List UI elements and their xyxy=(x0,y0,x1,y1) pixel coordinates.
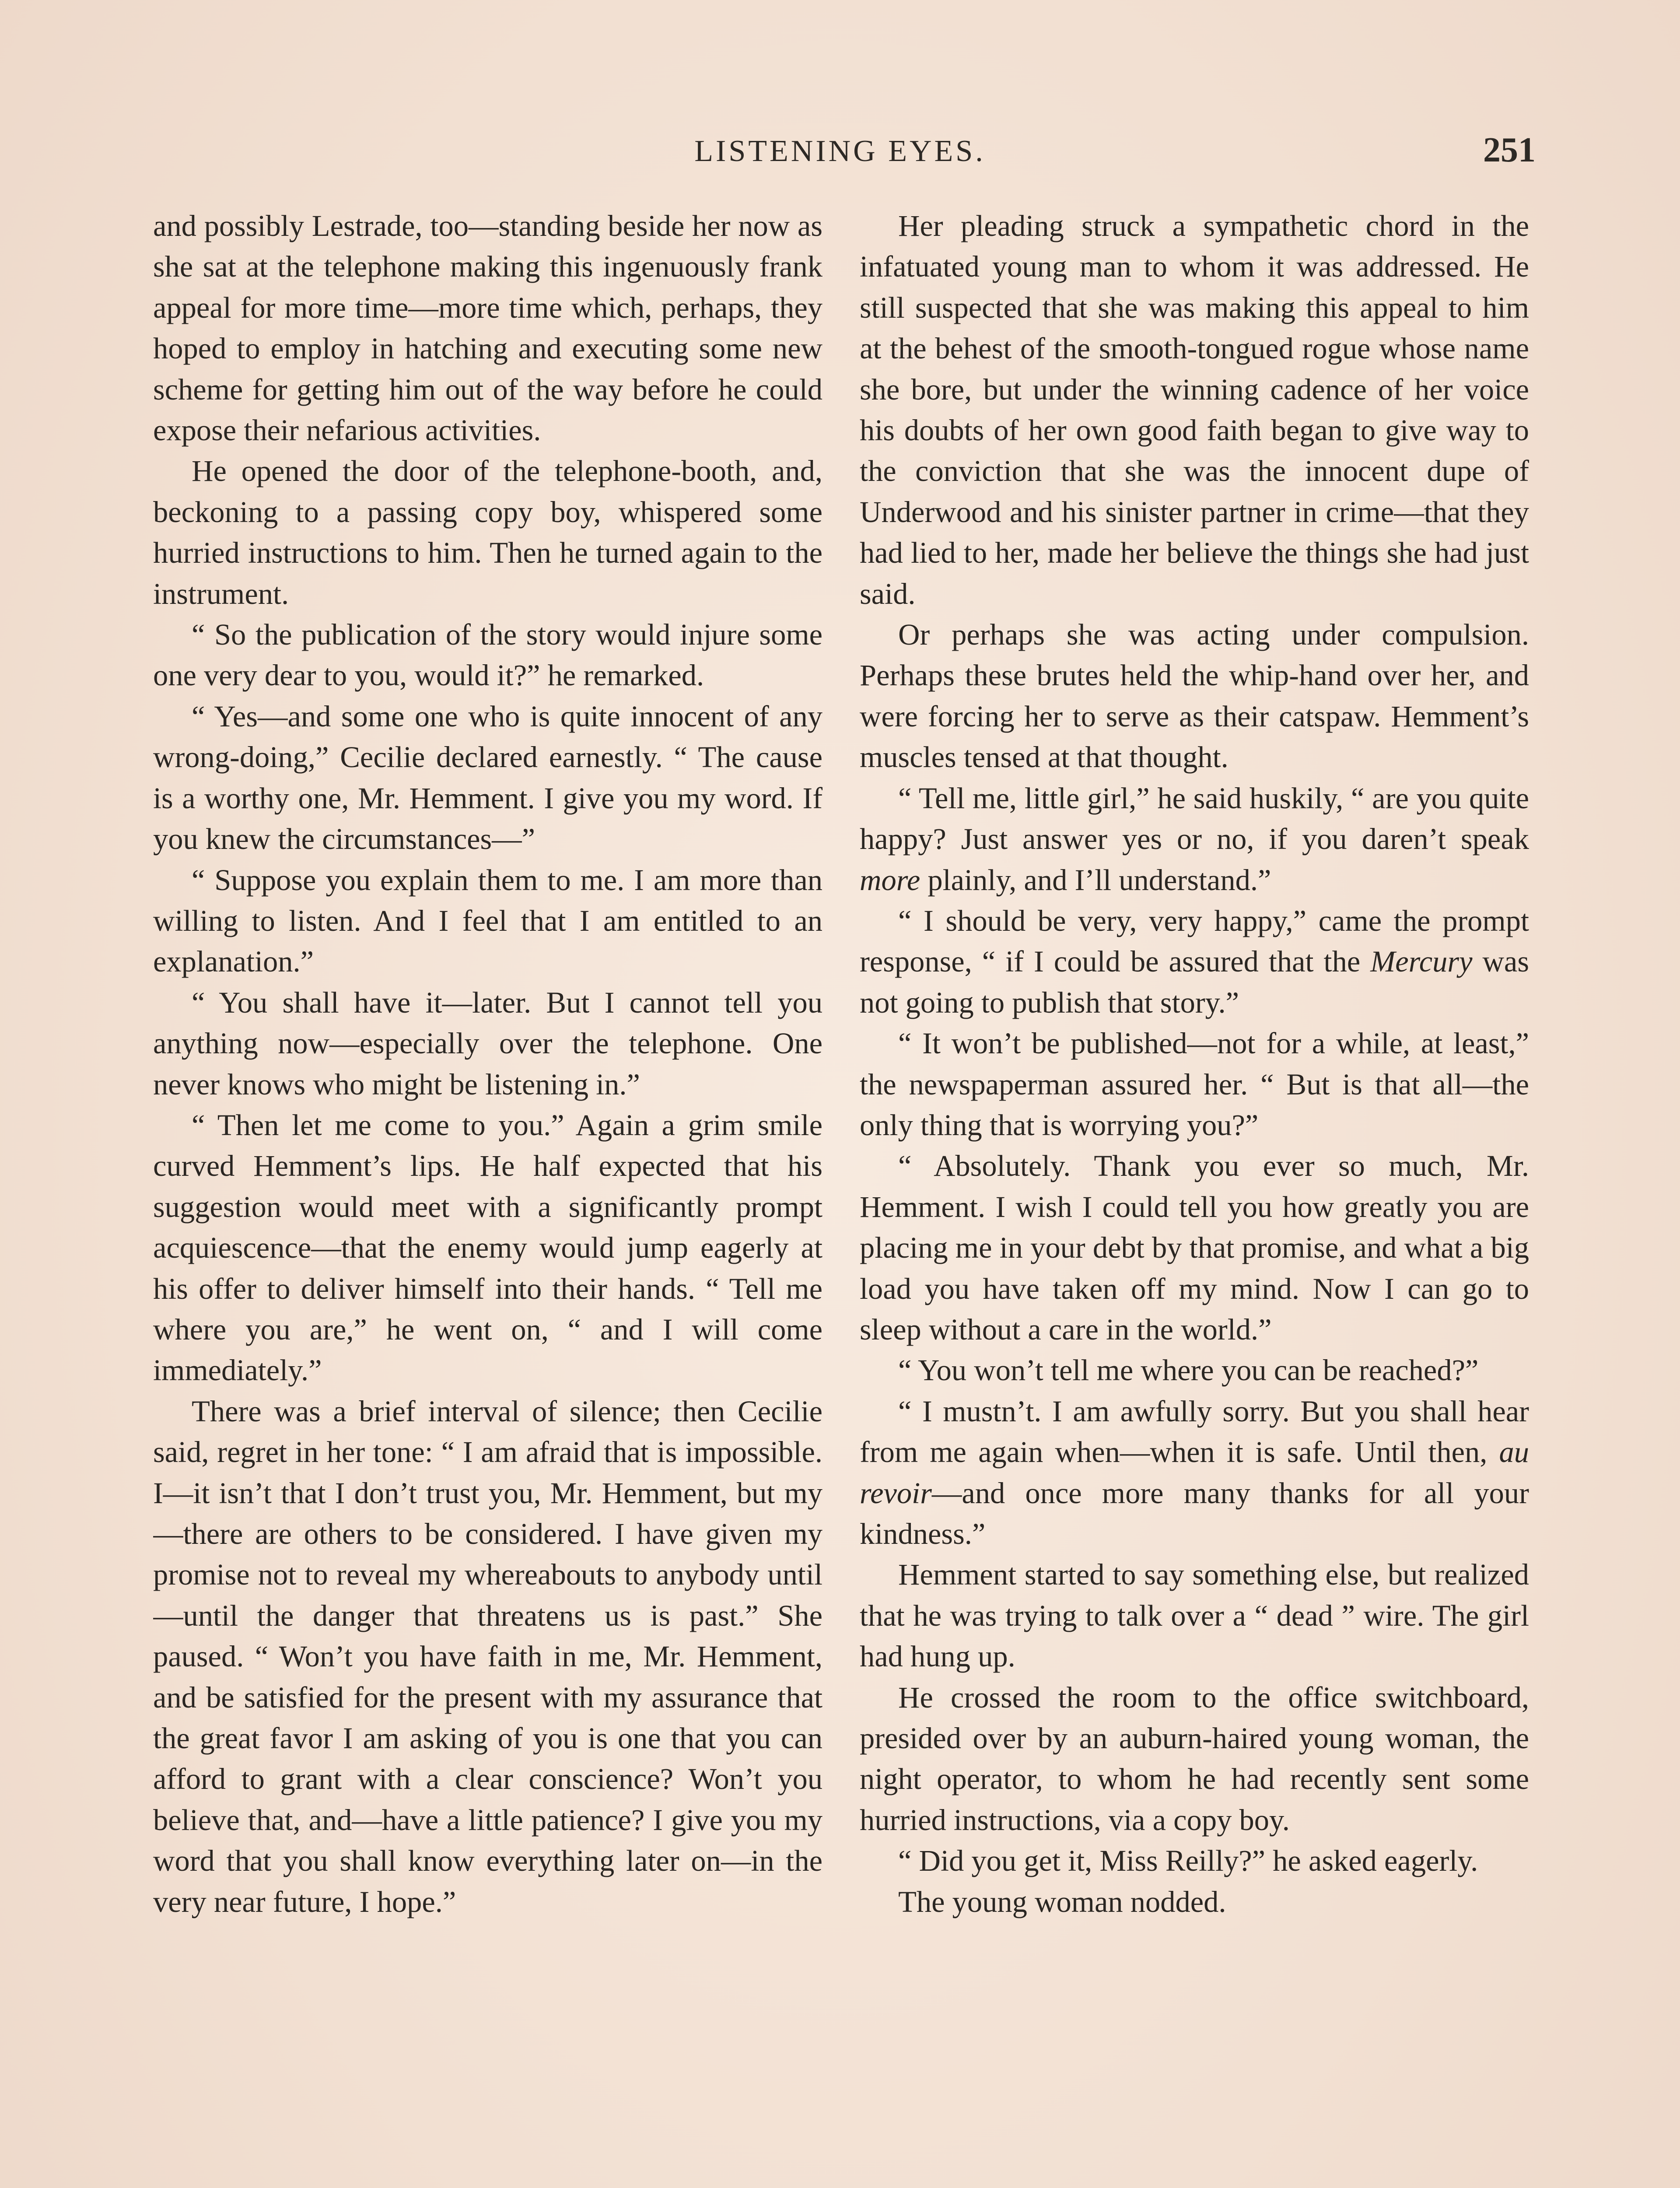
paragraph: “ Suppose you explain them to me. I am more than willing to listen. And I feel that I am entitled to an explanation.” xyxy=(153,863,822,978)
paragraph-text: “ I should be very, very happy,” came the prompt response, “ if I could be assured that the xyxy=(860,904,1529,978)
paragraph: Her pleading struck a sympathetic chord in the infatuated young man to whom it was addressed. He still suspected that she was making this appeal to him at the behest of the smooth-tongued rogue whose name she bore, but under the winning cadence of her voice his doubts of her own good faith began to give way to the conviction that she was the innocent dupe of Underwood and his sinister partner in crime—that they had lied to her, made her believe the things she had just said. xyxy=(860,209,1529,610)
paragraph: He crossed the room to the office switchboard, presided over by an auburn-haired young woman, the night operator, to whom he had recently sent some hurried instructions, via a copy boy. xyxy=(860,1680,1529,1837)
paragraph-text: “ Tell me, little girl,” he said huskily, “ are you quite happy? Just answer yes or no, if you daren’t speak xyxy=(860,781,1529,856)
paragraph: “ Did you get it, Miss Reilly?” he asked eagerly. xyxy=(898,1844,1478,1878)
paragraph: “ So the publication of the story would injure some one very dear to you, would it?” he remarked. xyxy=(153,618,822,692)
left-text-column xyxy=(153,206,822,2188)
paragraph: “ Absolutely. Thank you ever so much, Mr. Hemment. I wish I could tell you how greatly you are placing me in your debt by that promise, and what a big load you have taken off my mind. Now I can go to sleep without a care in the world.” xyxy=(860,1149,1529,1346)
right-text-column xyxy=(860,206,1529,2188)
paragraph: “ Yes—and some one who is quite innocent of any wrong-doing,” Cecilie declared earnestly. “ The cause is a worthy one, Mr. Hemment. I give you my word. If you knew the circumstances—” xyxy=(153,699,822,856)
paragraph-text: was not going to publish that story.” xyxy=(860,945,1529,1019)
paragraph: There was a brief interval of silence; then Cecilie said, regret in her tone: “ I am afraid that is impossible. I—it isn’t that I don’t trust you, Mr. Hemment, but my—there are others to be considered. I have given my promise not to reveal my whereabouts to anybody until—until the danger that threatens us is past.” She paused. “ Won’t you have faith in me, Mr. Hemment, and be satisfied for the present with my assurance that the great favor I am asking of you is one that you can afford to grant with a clear conscience? Won’t you believe that, and—have a little patience? I give you my word that you shall know everything later on—in the very near future, I hope.” xyxy=(153,1394,822,1918)
paragraph xyxy=(860,901,1529,1023)
paragraph: He opened the door of the telephone-booth, and, beckoning to a passing copy boy, whispered some hurried instructions to him. Then he turned again to the instrument. xyxy=(153,454,822,610)
paragraph: “ You won’t tell me where you can be reached?” xyxy=(898,1353,1479,1387)
page-header xyxy=(144,128,1536,176)
paragraph: “ You shall have it—later. But I cannot tell you anything now—especially over the telephone. One never knows who might be listening in.” xyxy=(153,985,822,1101)
emphasis: au revoir xyxy=(860,1435,1529,1510)
paragraph: “ It won’t be published—not for a while, at least,” the newspaperman assured her. “ But is that all—the only thing that is worrying you?” xyxy=(860,1027,1529,1142)
newspaper-title: Mercury xyxy=(1370,945,1473,978)
paragraph-text: plainly, and I’ll understand.” xyxy=(920,863,1271,897)
page-number: 251 xyxy=(1483,131,1536,169)
paragraph: Or perhaps she was acting under compulsion. Perhaps these brutes held the whip-hand over her, and were forcing her to serve as their catspaw. Hemment’s muscles tensed at that thought. xyxy=(860,618,1529,774)
paragraph: and possibly Lestrade, too—standing beside her now as she sat at the telephone making this ingenuously frank appeal for more time—more time which, perhaps, they hoped to employ in hatching and executing some new scheme for getting him out of the way before he could expose their nefarious activities. xyxy=(153,209,822,447)
paragraph xyxy=(860,778,1529,901)
paragraph-text: —and once more many thanks for all your kindness.” xyxy=(860,1476,1529,1550)
paragraph: “ Then let me come to you.” Again a grim smile curved Hemment’s lips. He half expected that his suggestion would meet with a significantly prompt acquiescence—that the enemy would jump eagerly at his offer to deliver himself into their hands. “ Tell me where you are,” he went on, “ and I will come immediately.” xyxy=(153,1108,822,1387)
running-title: LISTENING EYES. xyxy=(694,134,986,168)
paragraph-text: “ I mustn’t. I am awfully sorry. But you shall hear from me again when—when it is safe. Until then, xyxy=(860,1394,1529,1469)
paragraph: The young woman nodded. xyxy=(898,1885,1226,1918)
emphasis: more xyxy=(860,863,920,897)
paragraph: Hemment started to say something else, but realized that he was trying to talk over a “ dead ” wire. The girl had hung up. xyxy=(860,1558,1529,1673)
paragraph xyxy=(860,1391,1529,1555)
